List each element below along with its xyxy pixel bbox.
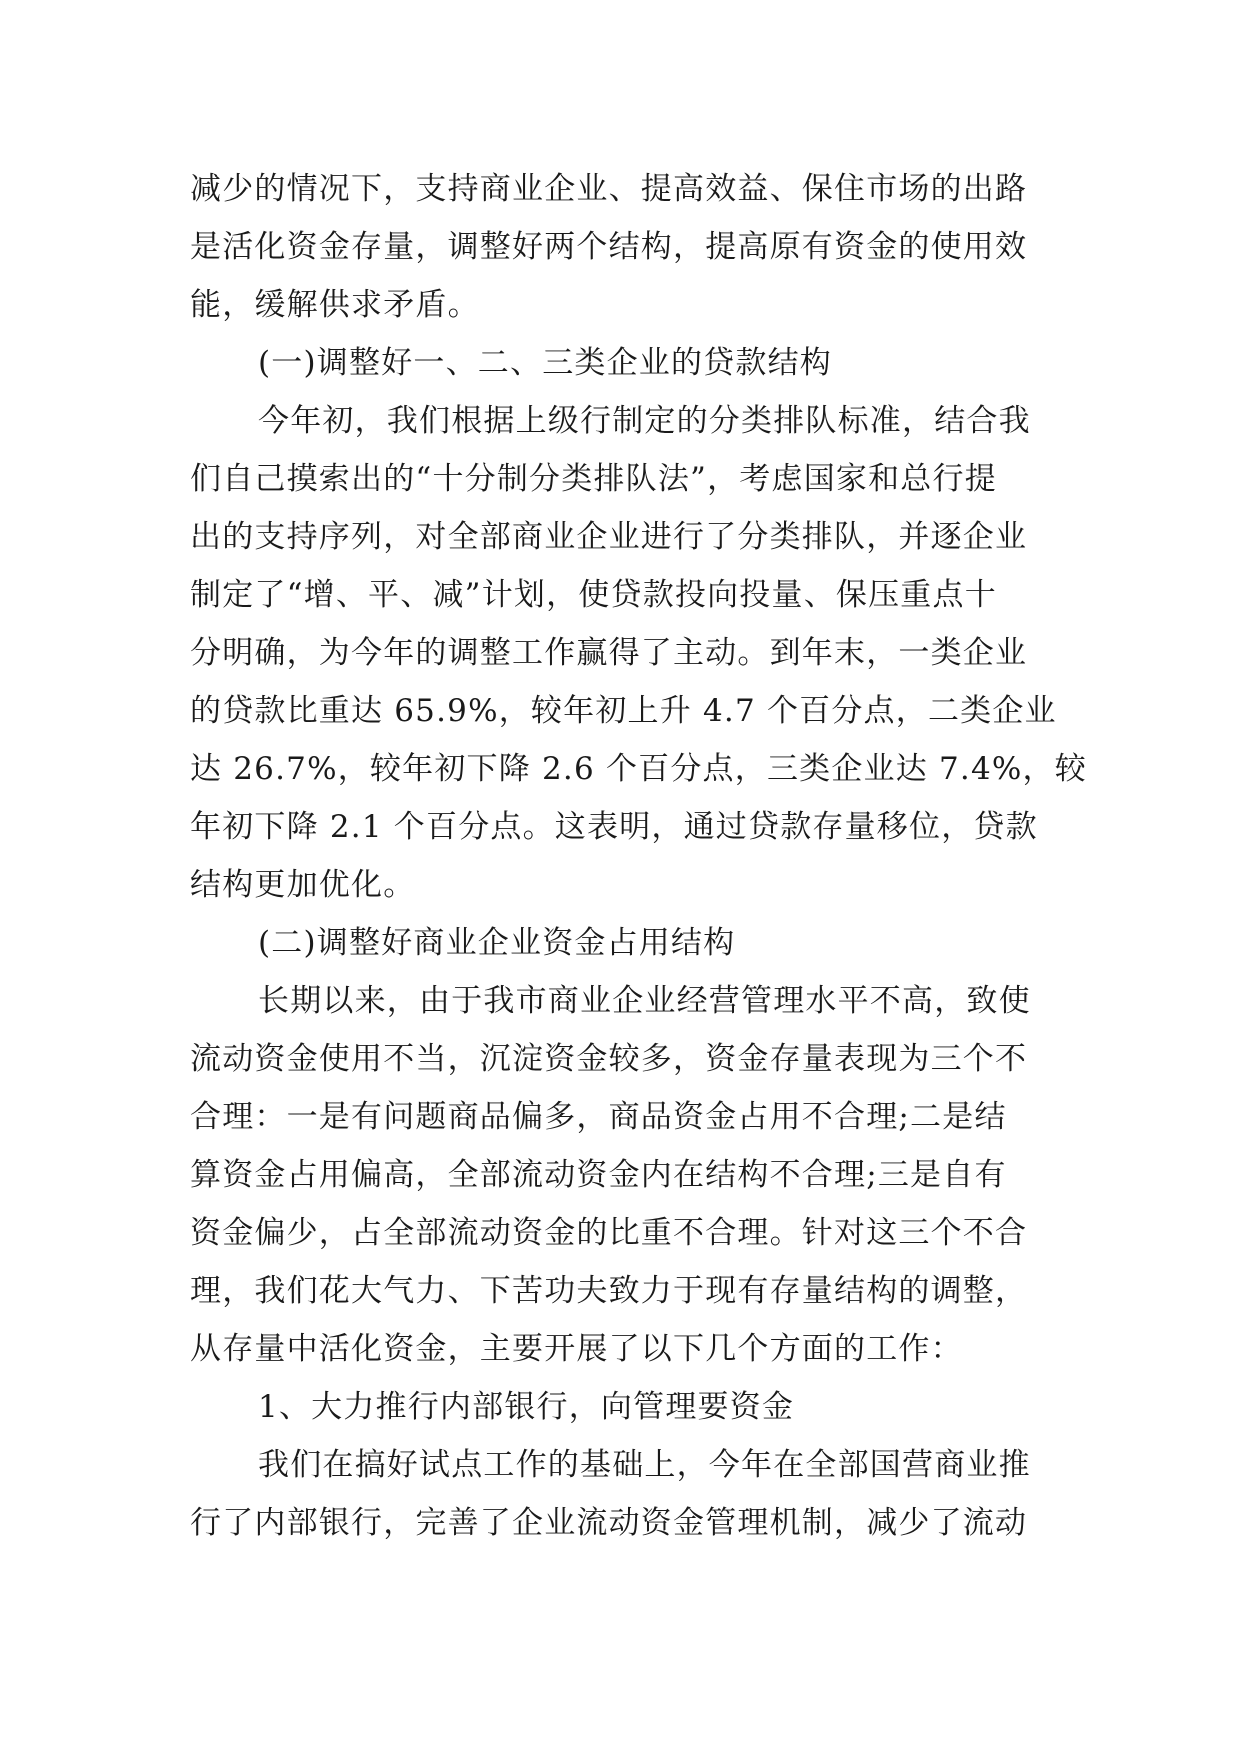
paragraph-line: 分明确，为今年的调整工作赢得了主动。到年末，一类企业 [190, 635, 1028, 671]
paragraph-line: 制定了“增、平、减”计划，使贷款投向投量、保压重点十 [190, 577, 997, 613]
document-body [190, 160, 1087, 1552]
section-heading: (二)调整好商业企业资金占用结构 [258, 925, 736, 961]
paragraph-line: 出的支持序列，对全部商业企业进行了分类排队，并逐企业 [190, 519, 1028, 555]
paragraph-line: 能，缓解供求矛盾。 [190, 287, 480, 323]
paragraph-line: 减少的情况下，支持商业企业、提高效益、保住市场的出路 [190, 171, 1028, 207]
paragraph-line: 我们在搞好试点工作的基础上，今年在全部国营商业推 [258, 1447, 1031, 1483]
paragraph-line: 的贷款比重达 65.9%，较年初上升 4.7 个百分点，二类企业 [190, 693, 1057, 729]
paragraph-line: 达 26.7%，较年初下降 2.6 个百分点，三类企业达 7.4%，较 [190, 751, 1087, 787]
paragraph-line: 理，我们花大气力、下苦功夫致力于现有存量结构的调整， [190, 1273, 1028, 1309]
paragraph-line: 从存量中活化资金，主要开展了以下几个方面的工作： [190, 1331, 963, 1367]
paragraph-line: 合理：一是有问题商品偏多，商品资金占用不合理;二是结 [190, 1099, 1007, 1135]
paragraph-line: 今年初，我们根据上级行制定的分类排队标准，结合我 [258, 403, 1031, 439]
section-heading: (一)调整好一、二、三类企业的贷款结构 [258, 345, 832, 381]
paragraph-line: 是活化资金存量，调整好两个结构，提高原有资金的使用效 [190, 229, 1028, 265]
paragraph-line: 算资金占用偏高，全部流动资金内在结构不合理;三是自有 [190, 1157, 1007, 1193]
paragraph-line: 年初下降 2.1 个百分点。这表明，通过贷款存量移位，贷款 [190, 809, 1038, 845]
paragraph-line: 们自己摸索出的“十分制分类排队法”，考虑国家和总行提 [190, 461, 997, 497]
paragraph-line: 流动资金使用不当，沉淀资金较多，资金存量表现为三个不 [190, 1041, 1028, 1077]
subsection-heading: 1、大力推行内部银行，向管理要资金 [258, 1389, 795, 1425]
paragraph-line: 结构更加优化。 [190, 867, 416, 903]
paragraph-line: 长期以来，由于我市商业企业经营管理水平不高，致使 [258, 983, 1031, 1019]
paragraph-line: 资金偏少，占全部流动资金的比重不合理。针对这三个不合 [190, 1215, 1028, 1251]
paragraph-line: 行了内部银行，完善了企业流动资金管理机制，减少了流动 [190, 1505, 1028, 1541]
